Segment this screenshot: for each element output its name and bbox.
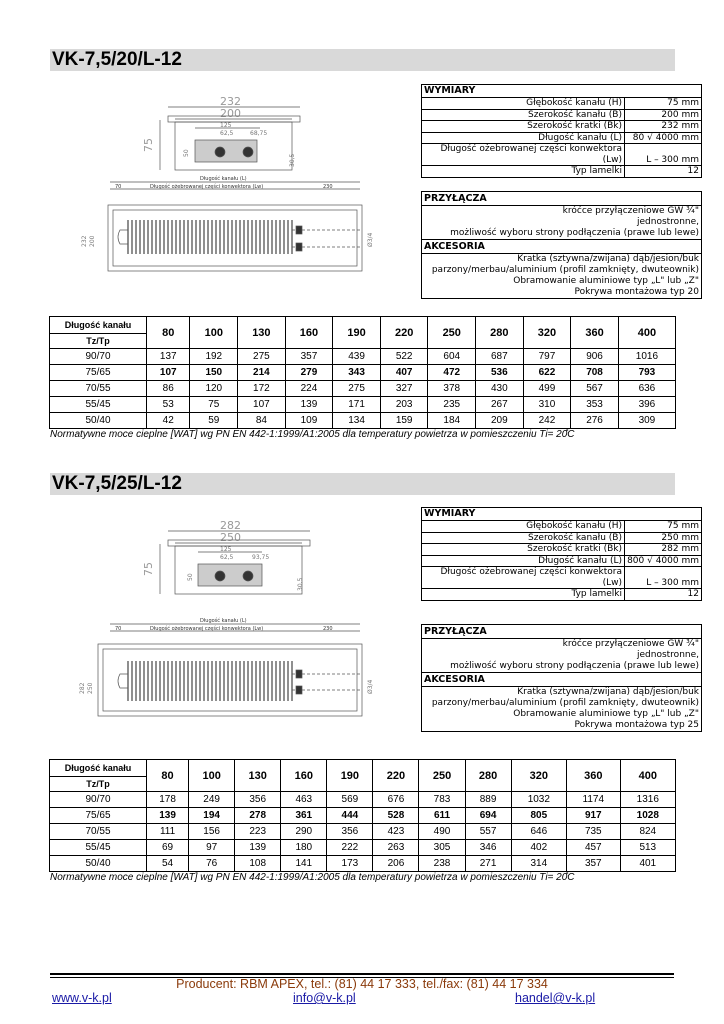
- row-label: 90/70: [50, 349, 147, 365]
- table-row: [50, 840, 676, 856]
- table-row: Głębokość kanału (H) 75 mm: [422, 521, 702, 533]
- svg-text:50: 50: [183, 149, 190, 157]
- table-row: Długość kanału (L) 800 √ 4000 mm: [422, 555, 702, 567]
- column-header: 250: [419, 760, 465, 792]
- table-cell: 141: [281, 856, 327, 872]
- svg-text:75: 75: [142, 138, 155, 152]
- table-cell: 463: [281, 792, 327, 808]
- dimensions-table: WYMIARY Głębokość kanału (H) 75 mm Szerokość kanału (B) 250 mm Szerokość kratki (Bk) 282 mm Długość kanału (L) 800 √ 4000 mm Długość ożebrowanej części konwektora (Lw) L – 300 mm Typ lamelki 12: [421, 507, 702, 601]
- table-cell: 310: [523, 397, 571, 413]
- table-cell: 180: [281, 840, 327, 856]
- svg-text:Długość ożebrowanej części kon: Długość ożebrowanej części konwektora (Lw): [150, 626, 264, 632]
- column-header: 130: [235, 760, 281, 792]
- column-header: 100: [189, 760, 235, 792]
- table-cell: 305: [419, 840, 465, 856]
- table-cell: 69: [147, 840, 189, 856]
- table-cell: 797: [523, 349, 571, 365]
- connections-box: PRZYŁĄCZA króćce przyłączeniowe GW ¾" jednostronne, możliwość wyboru strony podłączenia (prawe lub lewe) AKCESORIA Kratka (sztywna/zwijana) dąb/jesion/buk parzony/merbau/aluminium (profil zamknięty, dwuteownik) Obramowanie aluminiowe typ „L" lub „Z" Pokrywa montażowa typ 25: [421, 624, 702, 732]
- table-cell: 276: [571, 413, 619, 429]
- table-cell: 59: [190, 413, 238, 429]
- table-row: Długość ożebrowanej części konwektora (Lw) L – 300 mm: [422, 567, 702, 589]
- row-label: 70/55: [50, 381, 147, 397]
- table-cell: 235: [428, 397, 476, 413]
- table-cell: 407: [380, 365, 428, 381]
- svg-text:62,5: 62,5: [220, 130, 234, 137]
- table-cell: 209: [476, 413, 524, 429]
- table-cell: 137: [147, 349, 190, 365]
- table-cell: 327: [380, 381, 428, 397]
- column-header: 360: [566, 760, 620, 792]
- svg-text:Długość ożebrowanej części kon: Długość ożebrowanej części konwektora (Lw): [150, 184, 264, 190]
- svg-text:230: 230: [323, 626, 333, 632]
- table-row: Typ lamelki 12: [422, 166, 702, 178]
- table-cell: 906: [571, 349, 619, 365]
- table-row: [50, 349, 676, 365]
- table-cell: 139: [285, 397, 333, 413]
- column-header: 250: [428, 317, 476, 349]
- svg-text:Ø3/4: Ø3/4: [367, 232, 374, 247]
- table-cell: 824: [620, 824, 675, 840]
- table-cell: 569: [327, 792, 373, 808]
- table-cell: 557: [465, 824, 511, 840]
- table-cell: 290: [281, 824, 327, 840]
- table-cell: 309: [618, 413, 675, 429]
- producer-info: Producent: RBM APEX, tel.: (81) 44 17 333, tel./fax: (81) 44 17 334: [176, 977, 548, 991]
- table-cell: 224: [285, 381, 333, 397]
- svg-text:282: 282: [220, 519, 241, 532]
- table-row: [50, 808, 676, 824]
- table-cell: 156: [189, 824, 235, 840]
- dim-mid: 200: [220, 107, 241, 120]
- table-corner-header: [50, 317, 147, 349]
- column-header: 320: [523, 317, 571, 349]
- table-cell: 275: [238, 349, 286, 365]
- table-cell: 694: [465, 808, 511, 824]
- table-row: Typ lamelki 12: [422, 589, 702, 601]
- svg-text:70: 70: [115, 184, 122, 190]
- column-header: 360: [571, 317, 619, 349]
- table-row: Głębokość kanału (H) 75 mm: [422, 98, 702, 110]
- connections-box: PRZYŁĄCZA króćce przyłączeniowe GW ¾" jednostronne, możliwość wyboru strony podłączenia (prawe lub lewe) AKCESORIA Kratka (sztywna/zwijana) dąb/jesion/buk parzony/merbau/aluminium (profil zamknięty, dwuteownik) Obramowanie aluminiowe typ „L" lub „Z" Pokrywa montażowa typ 20: [421, 191, 702, 299]
- table-cell: 84: [238, 413, 286, 429]
- table-cell: 184: [428, 413, 476, 429]
- table-cell: 223: [235, 824, 281, 840]
- table-cell: 611: [419, 808, 465, 824]
- svg-text:70: 70: [115, 626, 122, 632]
- svg-text:Długość kanału (L): Długość kanału (L): [200, 618, 247, 624]
- table-cell: 444: [327, 808, 373, 824]
- row-label: 50/40: [50, 413, 147, 429]
- svg-text:75: 75: [142, 562, 155, 576]
- table-cell: 708: [571, 365, 619, 381]
- table-note: Normatywne moce cieplne [WAT] wg PN EN 442-1:1999/A1:2005 dla temperatury powietrza w pomieszczeniu Ti= 20̊C: [50, 429, 575, 440]
- table-cell: 676: [373, 792, 419, 808]
- table-cell: 353: [571, 397, 619, 413]
- table-cell: 53: [147, 397, 190, 413]
- footer-divider: [50, 973, 674, 975]
- table-cell: 275: [333, 381, 381, 397]
- table-cell: 97: [189, 840, 235, 856]
- table-cell: 402: [511, 840, 566, 856]
- table-cell: 1174: [566, 792, 620, 808]
- table-cell: 343: [333, 365, 381, 381]
- svg-text:282: 282: [79, 682, 86, 694]
- dim-outer: 232: [220, 95, 241, 108]
- table-cell: 203: [380, 397, 428, 413]
- table-cell: 279: [285, 365, 333, 381]
- table-cell: 194: [189, 808, 235, 824]
- column-header: 220: [373, 760, 419, 792]
- table-cell: 173: [327, 856, 373, 872]
- table-cell: 271: [465, 856, 511, 872]
- column-header: 190: [333, 317, 381, 349]
- heat-output-table: [49, 759, 676, 872]
- table-cell: 108: [235, 856, 281, 872]
- svg-text:50: 50: [187, 573, 194, 581]
- table-row: [50, 381, 676, 397]
- table-cell: 222: [327, 840, 373, 856]
- table-cell: 401: [620, 856, 675, 872]
- table-cell: 263: [373, 840, 419, 856]
- column-header: 100: [190, 317, 238, 349]
- svg-text:Ø3/4: Ø3/4: [367, 679, 374, 694]
- dimensions-table: [421, 84, 702, 178]
- table-cell: 109: [285, 413, 333, 429]
- table-cell: 150: [190, 365, 238, 381]
- table-cell: 107: [147, 365, 190, 381]
- table-cell: 889: [465, 792, 511, 808]
- table-row: [50, 365, 676, 381]
- table-note: Normatywne moce cieplne [WAT] wg PN EN 442-1:1999/A1:2005 dla temperatury powietrza w pomieszczeniu Ti= 20̊C: [50, 872, 575, 883]
- table-cell: 490: [419, 824, 465, 840]
- website-link[interactable]: www.v-k.pl: [52, 991, 112, 1005]
- table-cell: 439: [333, 349, 381, 365]
- table-row: Długość kanału (L) 80 √ 4000 mm: [422, 132, 702, 144]
- table-cell: 536: [476, 365, 524, 381]
- header-channel-length: Długość kanału: [50, 760, 146, 777]
- table-cell: 171: [333, 397, 381, 413]
- table-row: Szerokość kanału (B) 200 mm: [422, 109, 702, 121]
- table-row: [50, 792, 676, 808]
- svg-text:232: 232: [81, 235, 88, 247]
- table-cell: 687: [476, 349, 524, 365]
- table-cell: 604: [428, 349, 476, 365]
- table-cell: 76: [189, 856, 235, 872]
- table-cell: 357: [285, 349, 333, 365]
- row-label: 90/70: [50, 792, 147, 808]
- table-cell: 805: [511, 808, 566, 824]
- table-cell: 139: [235, 840, 281, 856]
- table-cell: 356: [235, 792, 281, 808]
- svg-text:93,75: 93,75: [252, 554, 270, 561]
- column-header: 160: [285, 317, 333, 349]
- table-cell: 735: [566, 824, 620, 840]
- table-cell: 783: [419, 792, 465, 808]
- akcesoria-heading: AKCESORIA: [422, 240, 702, 254]
- przylacza-heading: PRZYŁĄCZA: [422, 192, 702, 206]
- table-cell: 249: [189, 792, 235, 808]
- table-cell: 430: [476, 381, 524, 397]
- column-header: 280: [465, 760, 511, 792]
- row-label: 75/65: [50, 808, 147, 824]
- svg-text:230: 230: [323, 184, 333, 190]
- table-cell: 646: [511, 824, 566, 840]
- svg-text:125: 125: [220, 546, 232, 553]
- table-cell: 172: [238, 381, 286, 397]
- table-cell: 86: [147, 381, 190, 397]
- info-email-link[interactable]: info@v-k.pl: [293, 991, 356, 1005]
- table-cell: 134: [333, 413, 381, 429]
- column-header: 160: [281, 760, 327, 792]
- table-cell: 206: [373, 856, 419, 872]
- table-cell: 159: [380, 413, 428, 429]
- svg-text:250: 250: [220, 531, 241, 544]
- table-cell: 793: [618, 365, 675, 381]
- table-row: Szerokość kanału (B) 250 mm: [422, 532, 702, 544]
- table-cell: 567: [571, 381, 619, 397]
- table-cell: 267: [476, 397, 524, 413]
- column-header: 280: [476, 317, 524, 349]
- table-cell: 120: [190, 381, 238, 397]
- row-label: 55/45: [50, 397, 147, 413]
- table-cell: 314: [511, 856, 566, 872]
- table-cell: 1032: [511, 792, 566, 808]
- svg-text:62,5: 62,5: [220, 554, 234, 561]
- column-header: 190: [327, 760, 373, 792]
- table-cell: 457: [566, 840, 620, 856]
- svg-text:125: 125: [220, 122, 232, 129]
- product-title: VK-7,5/25/L-12: [50, 473, 675, 495]
- table-cell: 378: [428, 381, 476, 397]
- row-label: 75/65: [50, 365, 147, 381]
- row-label: 55/45: [50, 840, 147, 856]
- table-cell: 1016: [618, 349, 675, 365]
- table-cell: 499: [523, 381, 571, 397]
- table-cell: 361: [281, 808, 327, 824]
- table-row: [50, 413, 676, 429]
- column-header: 400: [618, 317, 675, 349]
- column-header: 320: [511, 760, 566, 792]
- table-cell: 178: [147, 792, 189, 808]
- table-cell: 1028: [620, 808, 675, 824]
- table-cell: 107: [238, 397, 286, 413]
- svg-text:200: 200: [89, 235, 96, 247]
- table-cell: 278: [235, 808, 281, 824]
- svg-text:30,5: 30,5: [289, 153, 296, 167]
- table-cell: 75: [190, 397, 238, 413]
- table-cell: 192: [190, 349, 238, 365]
- table-cell: 54: [147, 856, 189, 872]
- column-header: 400: [620, 760, 675, 792]
- table-cell: 238: [419, 856, 465, 872]
- table-cell: 917: [566, 808, 620, 824]
- table-cell: 214: [238, 365, 286, 381]
- table-corner-header: [50, 760, 147, 792]
- column-header: 220: [380, 317, 428, 349]
- technical-drawing: [80, 92, 380, 282]
- svg-text:Długość kanału (L): Długość kanału (L): [200, 176, 247, 182]
- table-cell: 528: [373, 808, 419, 824]
- table-cell: 242: [523, 413, 571, 429]
- table-cell: 356: [327, 824, 373, 840]
- table-cell: 513: [620, 840, 675, 856]
- table-row: Szerokość kratki (Bk) 282 mm: [422, 544, 702, 556]
- svg-text:68,75: 68,75: [250, 130, 268, 137]
- row-label: 50/40: [50, 856, 147, 872]
- table-row: Długość ożebrowanej części konwektora (Lw) L – 300 mm: [422, 144, 702, 166]
- svg-text:30,5: 30,5: [297, 577, 304, 591]
- table-cell: 346: [465, 840, 511, 856]
- table-cell: 357: [566, 856, 620, 872]
- svg-text:250: 250: [87, 682, 94, 694]
- table-row: [50, 824, 676, 840]
- table-cell: 111: [147, 824, 189, 840]
- table-row: Szerokość kratki (Bk) 232 mm: [422, 121, 702, 133]
- table-row: [50, 856, 676, 872]
- table-cell: 423: [373, 824, 419, 840]
- column-header: 80: [147, 760, 189, 792]
- table-cell: 472: [428, 365, 476, 381]
- row-label: 70/55: [50, 824, 147, 840]
- column-header: 80: [147, 317, 190, 349]
- table-cell: 636: [618, 381, 675, 397]
- product-title: VK-7,5/20/L-12: [50, 49, 675, 71]
- header-temperature: Tz/Tp: [86, 336, 110, 346]
- table-cell: 42: [147, 413, 190, 429]
- heat-output-table: [49, 316, 676, 429]
- table-cell: 139: [147, 808, 189, 824]
- column-header: 130: [238, 317, 286, 349]
- table-row: [50, 397, 676, 413]
- table-cell: 522: [380, 349, 428, 365]
- table-cell: 1316: [620, 792, 675, 808]
- sales-email-link[interactable]: handel@v-k.pl: [515, 991, 596, 1005]
- header-channel-length: Długość kanału: [50, 317, 146, 334]
- table-cell: 396: [618, 397, 675, 413]
- technical-drawing: [80, 516, 380, 721]
- table-cell: 622: [523, 365, 571, 381]
- wymiary-heading: WYMIARY: [422, 85, 702, 98]
- header-temperature: Tz/Tp: [86, 779, 110, 789]
